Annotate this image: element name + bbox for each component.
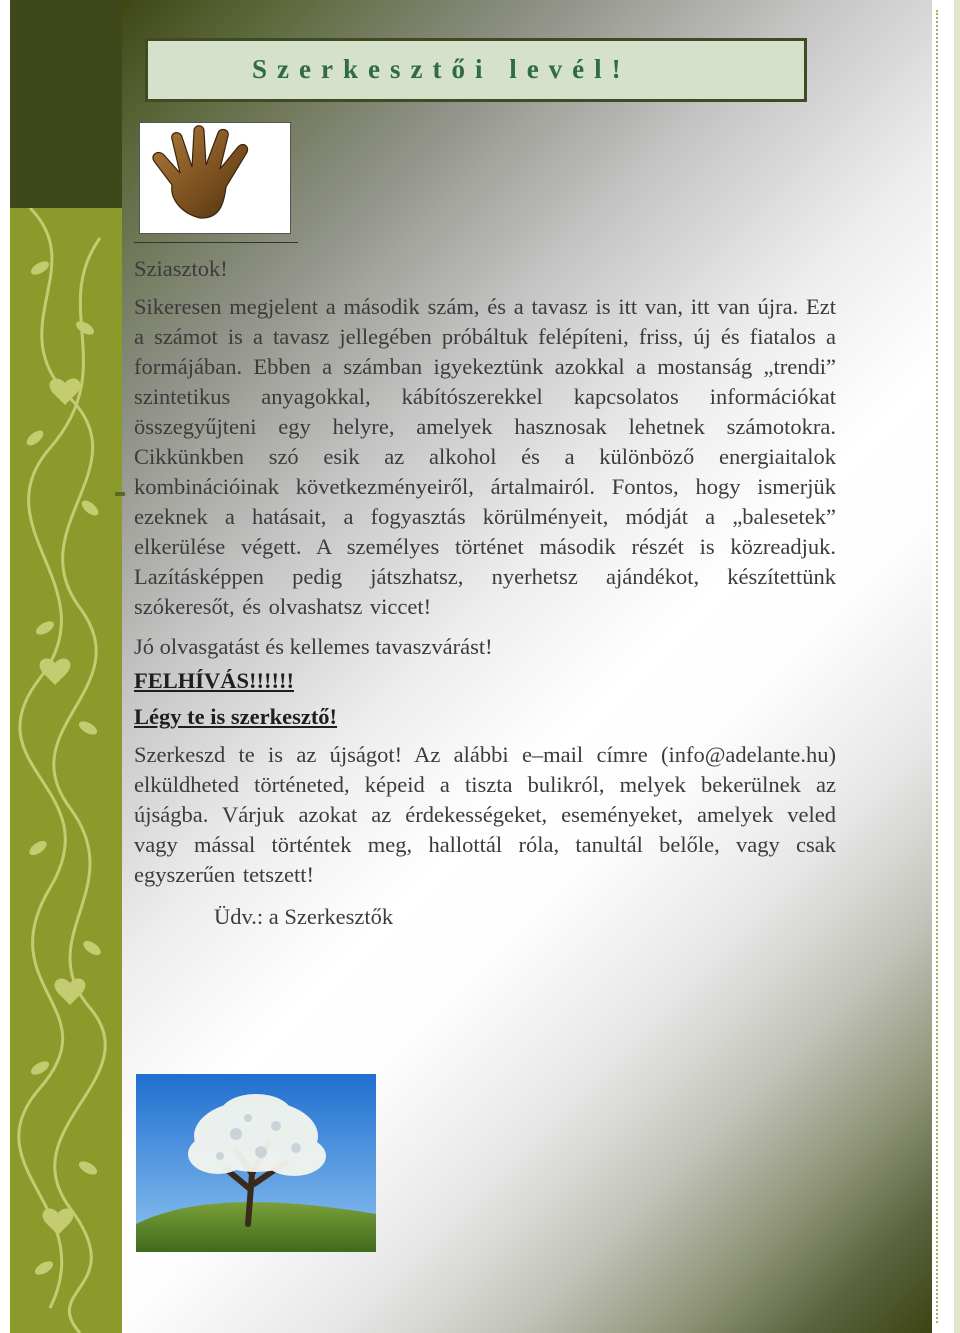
blossoming-tree-photo xyxy=(136,1074,376,1252)
call-paragraph: Szerkeszd te is az újságot! Az alábbi e–mail címre (info@adelante.hu) elküldheted történeted, képeid a tiszta bulikról, melyek bekerülnek az újságba. Várjuk azokat az érdekességeket, eseményeket, amelyek veled vagy mással történtek meg, hallottál róla, tanultál belőle, vagy csak egyszerűen tetszett! xyxy=(134,742,836,887)
right-dotted-line xyxy=(936,10,938,1323)
sidebar-dark-block xyxy=(10,0,122,208)
closing-wish: Jó olvasgatást és kellemes tavaszvárást! xyxy=(134,634,493,659)
greeting: Sziasztok! xyxy=(134,256,228,281)
tree-photo xyxy=(136,1074,376,1252)
title-banner xyxy=(145,38,807,102)
hand-underline-rule xyxy=(134,242,298,243)
signature: Üdv.: a Szerkesztők xyxy=(214,904,394,929)
intro-paragraph: Sikeresen megjelent a második szám, és a tavasz is itt van, itt van újra. Ezt a számot is a tavasz jellegében próbáltuk felépíteni, friss, új és fiatalos a formájában. Ebben a számban igyekeztünk azokkal a mostanság „trendi” szintetikus anyagokkal, kábítószerekkel kapcsolatos információkat összegyűjteni egy helyre, amelyek hasznosak lehetnek számotokra. Cikkünkben szó esik az alkohol és a különböző energiaitalok kombinációinak következményeiről, ártalmairól. Fontos, hogy ismerjük ezeknek a hatásait, a fogyasztás körülményeit, módját a „balesetek” elkerülése végett. A személyes történet második részét is közreadjuk. Lazításképpen pedig játszhatsz, nyerhetsz ajándékot, készítettünk szókeresőt, és olvashatsz viccet! xyxy=(134,294,836,619)
call-subheading: Légy te is szerkesztő! xyxy=(134,704,338,729)
hand-image-frame xyxy=(139,122,291,234)
floral-vine-pattern xyxy=(10,208,122,1333)
call-heading: FELHÍVÁS!!!!!! xyxy=(134,668,294,693)
right-edge-border xyxy=(954,0,960,1333)
letter-body xyxy=(134,254,836,932)
waving-hand-icon xyxy=(140,123,290,233)
margin-marker xyxy=(115,492,125,496)
page-title: Szerkesztői levél! xyxy=(252,54,631,84)
decorative-sidebar xyxy=(10,0,122,1333)
